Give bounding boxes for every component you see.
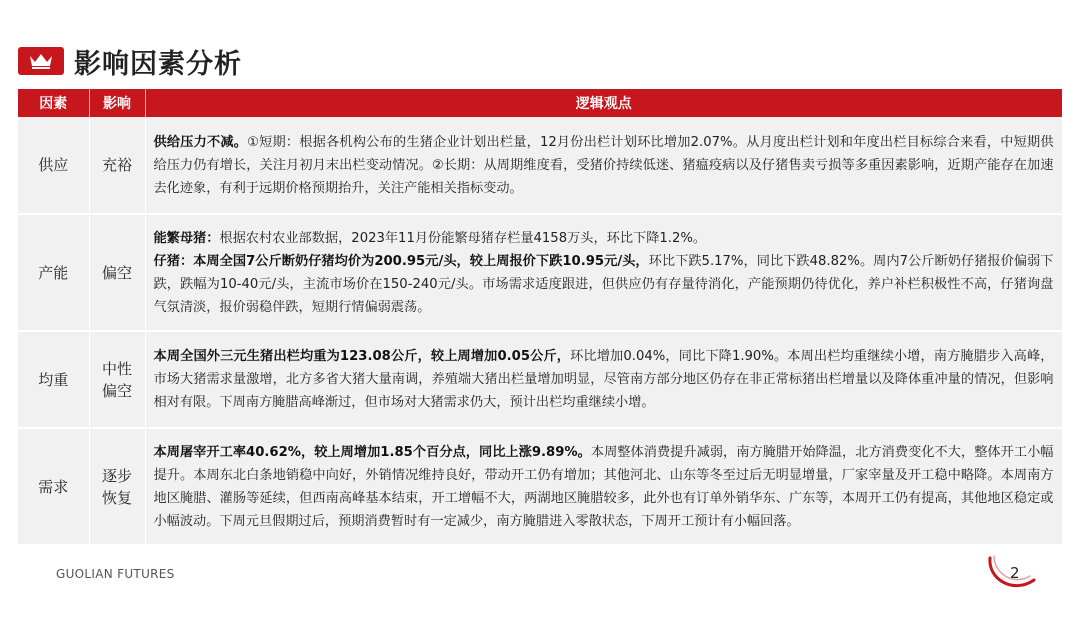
factor-cell: 均重 bbox=[18, 331, 89, 428]
factor-cell: 需求 bbox=[18, 428, 89, 545]
view-cell bbox=[145, 214, 1062, 331]
impact-cell: 充裕 bbox=[89, 117, 145, 214]
impact-cell: 偏空 bbox=[89, 214, 145, 331]
factor-cell: 产能 bbox=[18, 214, 89, 331]
view-bold: 仔猪：本周全国7公斤断奶仔猪均价为200.95元/头，较上周报价下跌10.95元/头， bbox=[153, 253, 649, 269]
crown-logo bbox=[18, 47, 64, 75]
view-cell bbox=[145, 117, 1062, 214]
header-factor: 因素 bbox=[18, 89, 89, 117]
company-logo-text: GUOLIAN FUTURES bbox=[56, 567, 175, 581]
view-text: 本周整体消费提升减弱，南方腌腊开始降温，北方消费变化不大，整体开工小幅提升。本周东北白条地销稳中向好，外销情况维持良好，带动开工仍有增加；其他河北、山东等冬至过后无明显增量，厂家宰量及开工稳中略降。本周南方地区腌腊、灌肠等延续，但西南高峰基本结束，开工增幅不大，两湖地区腌腊较多，此外也有订单外销华东、广东等，本周开工仍有提高，其他地区稳定或小幅波动。下周元旦假期过后，预期消费暂时有一定减少，南方腌腊进入零散状态，下周开工预计有小幅回落。 bbox=[153, 444, 1054, 529]
factor-cell: 供应 bbox=[18, 117, 89, 214]
page-number: 2 bbox=[1010, 564, 1020, 582]
table-row bbox=[18, 331, 1062, 428]
view-text: ①短期：根据各机构公布的生猪企业计划出栏量，12月份出栏计划环比增加2.07%。从月度出栏计划和年度出栏目标综合来看，中短期供给压力仍有增长，关注月初月末出栏变动情况。②长期：从周期维度看，受猪价持续低迷、猪瘟疫病以及仔猪售卖亏损等多重因素影响，近期产能存在加速去化迹象，有利于远期价格预期抬升，关注产能相关指标变动。 bbox=[153, 134, 1054, 196]
page-title: 影响因素分析 bbox=[74, 48, 242, 80]
view-cell bbox=[145, 428, 1062, 545]
view-bold: 本周全国外三元生猪出栏均重为123.08公斤，较上周增加0.05公斤， bbox=[153, 349, 571, 364]
table-row bbox=[18, 117, 1062, 214]
impact-cell: 中性 偏空 bbox=[89, 331, 145, 428]
impact-cell: 逐步 恢复 bbox=[89, 428, 145, 545]
table-header-row bbox=[18, 89, 1062, 117]
view-text: 环比增加0.04%，同比下降1.90%。本周出栏均重继续小增，南方腌腊步入高峰，市场大猪需求量激增，北方多省大猪大量南调，养殖端大猪出栏量增加明显，尽管南方部分地区仍存在非正常标猪出栏增量以及降体重冲量的情况，但影响相对有限。下周南方腌腊高峰渐过，但市场对大猪需求仍大，预计出栏均重继续小增。 bbox=[153, 349, 1054, 410]
view-bold: 本周屠宰开工率40.62%，较上周增加1.85个百分点，同比上涨9.89%。 bbox=[153, 444, 591, 460]
header-view: 逻辑观点 bbox=[145, 89, 1062, 117]
title-bar bbox=[18, 44, 242, 78]
header-impact: 影响 bbox=[89, 89, 145, 117]
view-bold: 供给压力不减。 bbox=[153, 134, 248, 150]
view-cell bbox=[145, 331, 1062, 428]
view-text: 根据农村农业部数据，2023年11月份能繁母猪存栏量4158万头，环比下降1.2%。 bbox=[219, 230, 707, 246]
table-row bbox=[18, 428, 1062, 545]
view-bold: 能繁母猪： bbox=[153, 230, 220, 246]
table-row bbox=[18, 214, 1062, 331]
view-text: 环比下跌5.17%，同比下跌48.82%。周内7公斤断奶仔猪报价偏弱下跌，跌幅为10-40元/头，主流市场价在150-240元/头。市场需求适度跟进，但供应仍有存量待消化，产能预期仍待优化，养户补栏积极性不高，仔猪询盘气氛清淡，报价弱稳伴跌，短期行情偏弱震荡。 bbox=[153, 253, 1054, 315]
factor-table bbox=[18, 89, 1063, 546]
crown-icon bbox=[28, 52, 54, 70]
